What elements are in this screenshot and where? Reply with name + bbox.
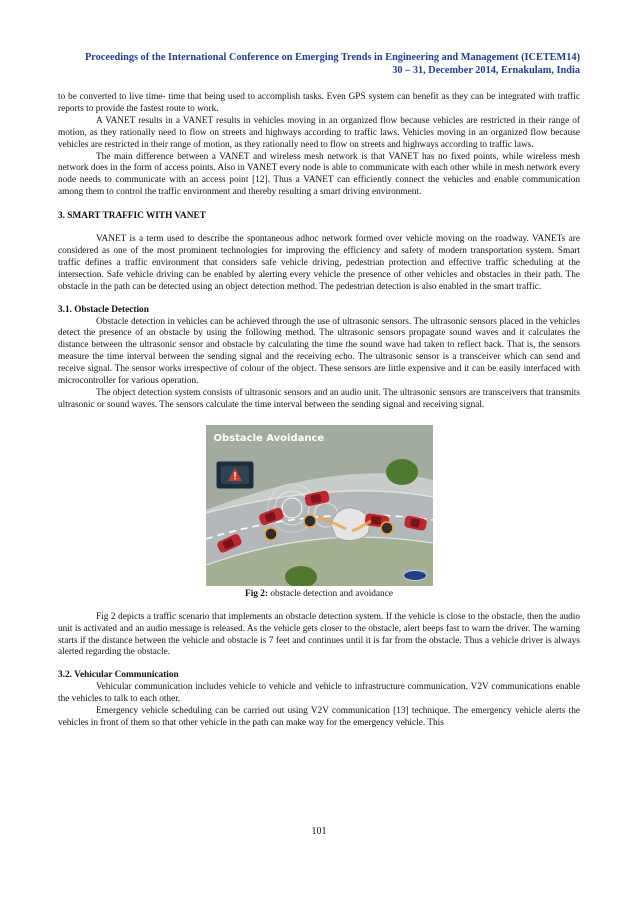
page-number: 101: [311, 826, 327, 837]
running-header: [50, 51, 580, 77]
dashboard-alert-icon: [216, 461, 254, 489]
paragraph: The main difference between a VANET and wireless mesh network is that VANET has no fixed points, while wireless mesh network does in the form of access points. Also in VANET every node is able to communicate with each other while in mesh network every node needs to communicate with an access point [12]. Thus a VANET can efficiently connect the vehicles and enable communication among them to control the traffic environment and thereby resulting a smart driving environment.: [58, 151, 580, 198]
paragraph: The object detection system consists of ultrasonic sensors and an audio unit. The ultrasonic sensors are transceivers that transmits ultrasonic or sound waves. The sensors calculate the time interval between the sending signal and receiving signal.: [58, 387, 580, 410]
body-text: [58, 92, 580, 730]
paragraph: to be converted to live time- time that being used to accomplish tasks. Even GPS system can benefit as they can be integrated with traffic reports to provide the fastest route to work.: [58, 92, 580, 114]
figure-caption-label: Fig 2:: [245, 588, 269, 599]
ford-logo-icon: [403, 570, 427, 581]
figure-caption: [58, 588, 580, 600]
paragraph: VANET is a term used to describe the spontaneous adhoc network formed over vehicle moving on the roadway. VANETs are considered as one of the most prominent technologies for improving the efficiency and safety of modern transportation system. Smart traffic defines a traffic environment that considers safe vehicle driving, pedestrian protection and effective traffic scheduling at the intersection. Safe vehicle driving can be enabled by alerting every vehicle the presence of other vehicles and obstacles in their path. The obstacle in the path can be detected using an object detection method. The pedestrian detection is also enabled in the smart traffic.: [58, 234, 580, 292]
header-conference-title: Proceedings of the International Conference on Emerging Trends in Engineering and Management (ICETEM14): [84, 52, 580, 63]
paragraph: Vehicular communication includes vehicle to vehicle and vehicle to infrastructure communication. V2V communications enable the vehicles to talk to each other.: [58, 682, 580, 705]
paragraph: A VANET results in a VANET results in vehicles moving in an organized flow because vehicles are restricted in their range of motion, as they rationally need to flow on streets and highways according to traffic laws. Vehicles moving in an organized flow because vehicles are restricted in their range of motion, as they rationally need to flow on streets and highways according to traffic laws.: [58, 115, 580, 150]
paragraph: Emergency vehicle scheduling can be carried out using V2V communication [13] technique. The emergency vehicle alerts the vehicles in front of them so that other vehicle in the path can make way for the emergency vehicle. This: [58, 706, 580, 728]
subsection-heading: 3.2. Vehicular Communication: [58, 670, 179, 681]
header-date-location: 30 – 31, December 2014, Ernakulam, India: [392, 65, 580, 76]
paragraph: Obstacle detection in vehicles can be achieved through the use of ultrasonic sensors. The ultrasonic sensors placed in the vehicles detect the presence of an obstacle by using the following method. The ultrasonic sensors propagate sound waves and it calculates the distance between the ultrasonic sensor and obstacle by calculating the time the sound wave had taken to reflect back. That is, the sensors measure the time interval between the sending signal and the receiving echo. The ultrasonic sensor is a transceiver which can send and receive signal. The sensor works irrespective of colour of the object. These sensors are little expensive and it can be easily interfaced with microcontroller for various operation.: [58, 316, 580, 387]
paragraph: Fig 2 depicts a traffic scenario that implements an obstacle detection system. If the vehicle is close to the obstacle, then the audio unit is activated and an audio message is released. As the vehicle gets closer to the obstacle, alert beeps fast to warn the driver. The warning starts if the distance between the vehicle and obstacle is 7 feet and continues until it is far from the obstacle. Thus a vehicle driver is always alerted regarding the obstacle.: [58, 611, 580, 658]
figure-illustration: [206, 425, 433, 586]
figure-title: Obstacle Avoidance: [213, 432, 325, 444]
figure-caption-text: obstacle detection and avoidance: [268, 588, 393, 599]
obstacle-avoidance-figure: [206, 425, 433, 586]
tree-icon: [386, 459, 418, 485]
subsection-heading: 3.1. Obstacle Detection: [58, 304, 149, 315]
section-heading: 3. SMART TRAFFIC WITH VANET: [58, 211, 206, 222]
